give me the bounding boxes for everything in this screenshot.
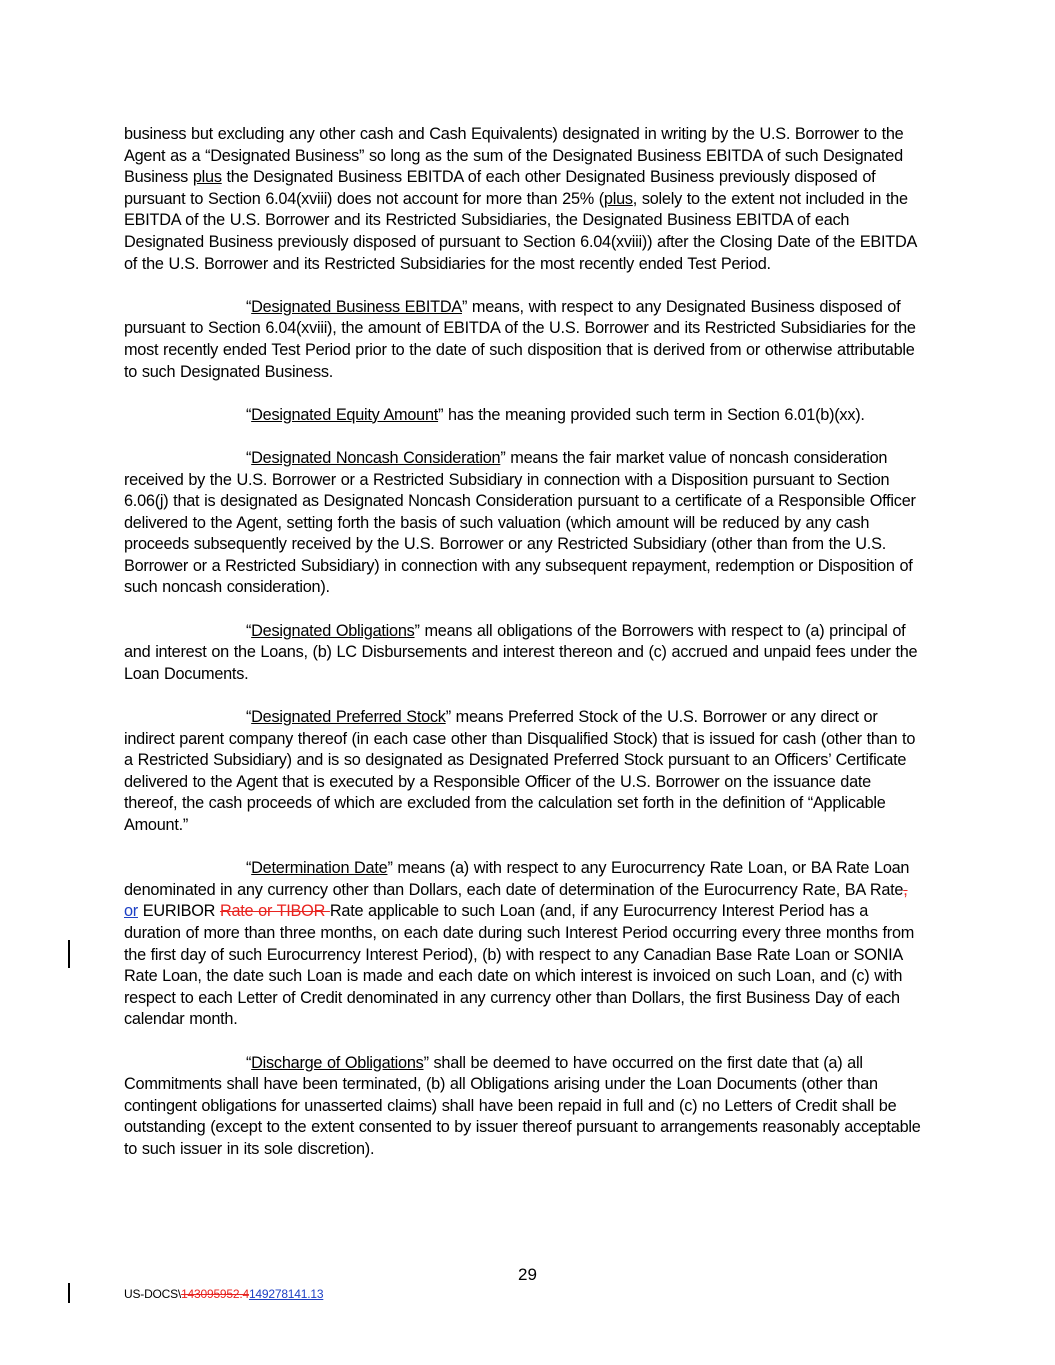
tracked-deletion: , [903, 880, 908, 899]
text: the Designated Business EBITDA of each other Designated Business previously disposed of pursuant to Section 6.04(xviii) does not account for more than 25% ( [124, 168, 876, 208]
definition-designated-equity-amount [124, 405, 924, 427]
defined-term: Designated Business EBITDA [251, 297, 462, 316]
defined-term: Designated Preferred Stock [251, 708, 446, 727]
tracked-deletion: Rate or TIBOR [219, 902, 330, 921]
definition-designated-obligations [124, 621, 924, 686]
definition-text: ” means Preferred Stock of the U.S. Borrower or any direct or indirect parent company thereof (in each case other than Disqualified Stock) that is issued for cash (other than to a Restricted Subsidiary) and is so designated as Designated Preferred Stock pursuant to an Officers’ Certificate delivered to the Agent that is executed by a Responsible Officer of the U.S. Borrower on the issuance date thereof, the cash proceeds of which are excluded from the calculation set forth in the definition of “Applicable Amount.” [124, 708, 916, 834]
definition-designated-business-ebitda [124, 297, 924, 383]
defined-term: Designated Equity Amount [251, 405, 439, 424]
open-quote: “ [246, 621, 252, 640]
open-quote: “ [246, 1053, 252, 1072]
document-body [124, 124, 924, 1182]
document-id [124, 1287, 323, 1301]
defined-term: Designated Obligations [251, 621, 415, 640]
emphasis-plus: plus [192, 168, 222, 187]
definition-designated-preferred-stock [124, 707, 924, 837]
doc-prefix: US-DOCS\ [124, 1287, 182, 1301]
text: business but excluding any other cash and Cash Equivalents) designated in writing by the U.S. Borrower to the Agent as a “Designated Business” so long as the sum of the Designated Business EBITDA of such Designated Business [124, 125, 904, 187]
definition-designated-noncash-consideration [124, 448, 924, 599]
open-quote: “ [246, 297, 252, 316]
tracked-insertion: or [124, 902, 138, 921]
defined-term: Determination Date [251, 859, 388, 878]
open-quote: “ [246, 448, 252, 467]
definition-text: ” means, with respect to any Designated Business disposed of pursuant to Section 6.04(xviii), the amount of EBITDA of the U.S. Borrower and its Restricted Subsidiaries for the most recently ended Test Period prior to the date of such disposition that is derived from or otherwise attributable to such Designated Business. [124, 297, 916, 381]
text: , solely to the extent not included in the EBITDA of the U.S. Borrower and its Restricted Subsidiaries, the Designated Business EBITDA of each Designated Business previously disposed of pursuant to Section 6.04(xviii)) after the Closing Date of the EBITDA of the U.S. Borrower and its Restricted Subsidiaries for the most recently ended Test Period. [124, 189, 917, 273]
emphasis-plus: plus [603, 189, 633, 208]
definition-text: ” means the fair market value of noncash consideration received by the U.S. Borrower or a Restricted Subsidiary in connection with a Disposition pursuant to Section 6.06(j) that is designated as Designated Noncash Consideration pursuant to a certificate of a Responsible Officer delivered to the Agent, setting forth the basis of such valuation (which amount will be reduced by any cash proceeds subsequently received by the U.S. Borrower or any Restricted Subsidiary (other than from the U.S. Borrower or a Restricted Subsidiary) in connection with any subsequent repayment, redemption or Disposition of such noncash consideration). [124, 448, 916, 597]
defined-term: Discharge of Obligations [251, 1053, 424, 1072]
definition-text: ” shall be deemed to have occurred on the first date that (a) all Commitments shall have been terminated, (b) all Obligations arising under the Loan Documents (other than contingent obligations for unasserted claims) shall have been repaid in full and (c) no Letters of Credit shall be outstanding (except to the extent consented to by issuer thereof pursuant to arrangements reasonably acceptable to such issuer in its sole discretion). [124, 1053, 921, 1158]
change-bar [68, 940, 70, 968]
paragraph-designated-business-continued [124, 124, 924, 275]
definition-discharge-of-obligations [124, 1053, 924, 1161]
definition-text: ” has the meaning provided such term in Section 6.01(b)(xx). [438, 405, 865, 424]
definition-text: ” means all obligations of the Borrowers with respect to (a) principal of and interest on the Loans, (b) LC Disbursements and interest thereon and (c) accrued and unpaid fees under the Loan Documents. [124, 621, 918, 683]
change-bar [68, 1283, 70, 1303]
open-quote: “ [246, 708, 252, 727]
page-number: 29 [518, 1265, 537, 1284]
definition-text: Rate applicable to such Loan (and, if any Eurocurrency Interest Period has a duration of more than three months, on each date during such Interest Period occurring every three months from the first day of such Eurocurrency Interest Period), (b) with respect to any Canadian Base Rate Loan or SONIA Rate Loan, the date such Loan is made and each date on which interest is invoiced on such Loan, and (c) with respect to each Letter of Credit denominated in any currency other than Dollars, the first Business Day of each calendar month. [124, 902, 915, 1029]
doc-id-deleted: 143095952.4 [181, 1287, 249, 1301]
open-quote: “ [246, 859, 252, 878]
doc-id-inserted: 149278141.13 [248, 1287, 324, 1301]
defined-term: Designated Noncash Consideration [251, 448, 501, 467]
definition-determination-date [124, 858, 924, 1031]
definition-text: ” means (a) with respect to any Eurocurrency Rate Loan, or BA Rate Loan denominated in any currency other than Dollars, each date of determination of the Eurocurrency Rate, BA Rate [124, 859, 910, 899]
open-quote: “ [246, 405, 252, 424]
definition-text: EURIBOR [137, 902, 220, 921]
